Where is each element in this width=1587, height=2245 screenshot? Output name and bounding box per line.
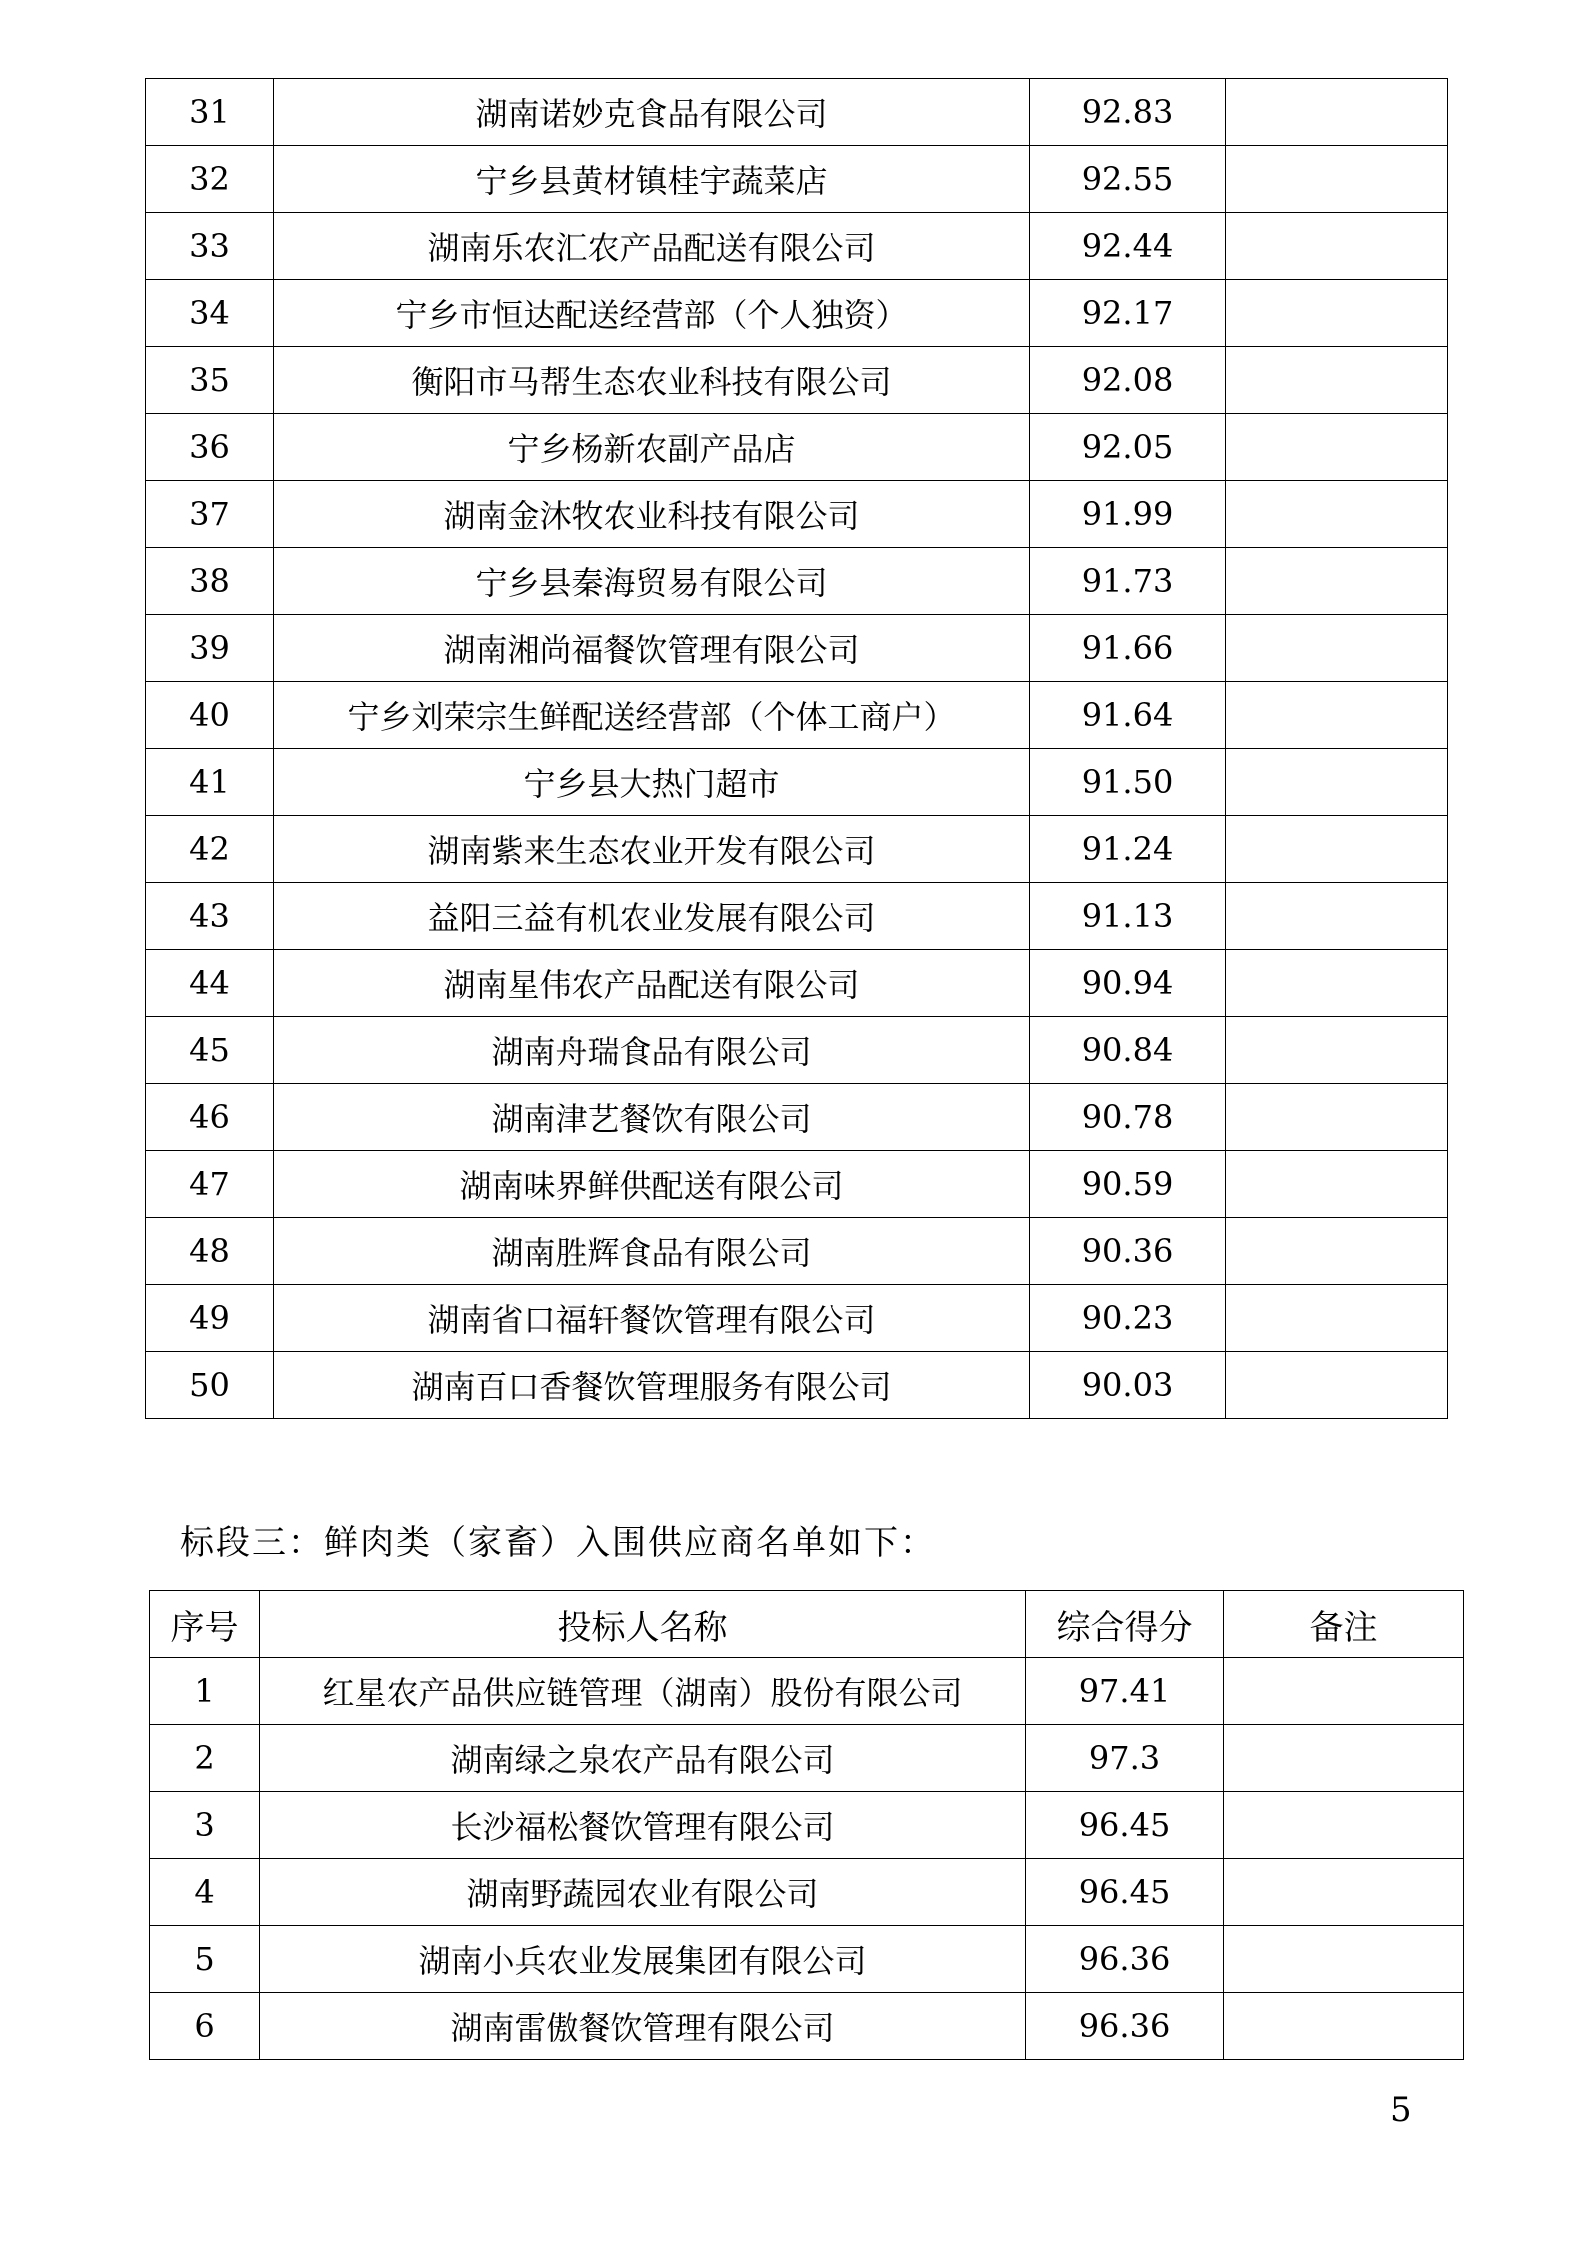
score: 92.44	[1030, 213, 1226, 280]
header-score: 综合得分	[1026, 1591, 1224, 1658]
score: 96.45	[1026, 1859, 1224, 1926]
score: 90.78	[1030, 1084, 1226, 1151]
remarks	[1226, 280, 1448, 347]
row-index: 3	[150, 1792, 260, 1859]
bidder-name: 湖南味界鲜供配送有限公司	[274, 1151, 1030, 1218]
score: 91.73	[1030, 548, 1226, 615]
bidder-name: 湖南小兵农业发展集团有限公司	[260, 1926, 1026, 1993]
row-index: 5	[150, 1926, 260, 1993]
supplier-table-continued	[145, 78, 1448, 1419]
score: 96.36	[1026, 1993, 1224, 2060]
remarks	[1226, 1218, 1448, 1285]
table-row	[146, 481, 1448, 548]
bidder-name: 湖南湘尚福餐饮管理有限公司	[274, 615, 1030, 682]
row-index: 35	[146, 347, 274, 414]
table-row	[150, 1926, 1464, 1993]
row-index: 33	[146, 213, 274, 280]
table-row	[150, 1993, 1464, 2060]
score: 91.24	[1030, 816, 1226, 883]
bidder-name: 湖南诺妙克食品有限公司	[274, 79, 1030, 146]
score: 91.99	[1030, 481, 1226, 548]
row-index: 44	[146, 950, 274, 1017]
table-row	[146, 1218, 1448, 1285]
remarks	[1224, 1926, 1464, 1993]
remarks	[1224, 1792, 1464, 1859]
row-index: 39	[146, 615, 274, 682]
table-row	[146, 548, 1448, 615]
row-index: 41	[146, 749, 274, 816]
fresh-meat-supplier-table-body	[150, 1658, 1464, 2060]
table-row	[150, 1859, 1464, 1926]
remarks	[1226, 1352, 1448, 1419]
table-row	[150, 1725, 1464, 1792]
row-index: 34	[146, 280, 274, 347]
table-row	[146, 79, 1448, 146]
table-row	[146, 950, 1448, 1017]
row-index: 48	[146, 1218, 274, 1285]
supplier-table-continued-body	[146, 79, 1448, 1419]
remarks	[1224, 1859, 1464, 1926]
score: 91.13	[1030, 883, 1226, 950]
remarks	[1226, 213, 1448, 280]
table-row	[150, 1658, 1464, 1725]
row-index: 2	[150, 1725, 260, 1792]
remarks	[1226, 883, 1448, 950]
row-index: 36	[146, 414, 274, 481]
bidder-name: 湖南绿之泉农产品有限公司	[260, 1725, 1026, 1792]
table-row	[146, 816, 1448, 883]
score: 90.84	[1030, 1017, 1226, 1084]
table-row	[146, 213, 1448, 280]
bidder-name: 衡阳市马帮生态农业科技有限公司	[274, 347, 1030, 414]
bidder-name: 湖南雷傲餐饮管理有限公司	[260, 1993, 1026, 2060]
page-number: 5	[1390, 2090, 1412, 2130]
remarks	[1226, 414, 1448, 481]
score: 91.66	[1030, 615, 1226, 682]
row-index: 6	[150, 1993, 260, 2060]
table-row	[146, 1151, 1448, 1218]
row-index: 4	[150, 1859, 260, 1926]
score: 90.36	[1030, 1218, 1226, 1285]
bidder-name: 宁乡市恒达配送经营部（个人独资）	[274, 280, 1030, 347]
bidder-name: 宁乡县黄材镇桂宇蔬菜店	[274, 146, 1030, 213]
remarks	[1226, 1017, 1448, 1084]
score: 90.59	[1030, 1151, 1226, 1218]
score: 96.45	[1026, 1792, 1224, 1859]
row-index: 49	[146, 1285, 274, 1352]
table-row	[146, 682, 1448, 749]
remarks	[1224, 1993, 1464, 2060]
row-index: 40	[146, 682, 274, 749]
header-index: 序号	[150, 1591, 260, 1658]
score: 90.03	[1030, 1352, 1226, 1419]
score: 92.17	[1030, 280, 1226, 347]
row-index: 42	[146, 816, 274, 883]
header-bidder-name: 投标人名称	[260, 1591, 1026, 1658]
remarks	[1226, 615, 1448, 682]
table-row	[146, 280, 1448, 347]
remarks	[1226, 1151, 1448, 1218]
table-header-row	[150, 1591, 1464, 1658]
row-index: 31	[146, 79, 274, 146]
table-row	[146, 883, 1448, 950]
header-remarks: 备注	[1224, 1591, 1464, 1658]
bidder-name: 湖南胜辉食品有限公司	[274, 1218, 1030, 1285]
score: 97.3	[1026, 1725, 1224, 1792]
bidder-name: 湖南乐农汇农产品配送有限公司	[274, 213, 1030, 280]
section-3-title: 标段三：鲜肉类（家畜）入围供应商名单如下：	[180, 1523, 936, 1563]
score: 92.55	[1030, 146, 1226, 213]
table-row	[146, 146, 1448, 213]
bidder-name: 湖南津艺餐饮有限公司	[274, 1084, 1030, 1151]
row-index: 1	[150, 1658, 260, 1725]
table-row	[146, 1017, 1448, 1084]
table-row	[146, 749, 1448, 816]
fresh-meat-supplier-table	[149, 1590, 1464, 2060]
remarks	[1226, 816, 1448, 883]
score: 91.50	[1030, 749, 1226, 816]
bidder-name: 宁乡县秦海贸易有限公司	[274, 548, 1030, 615]
remarks	[1224, 1658, 1464, 1725]
remarks	[1226, 347, 1448, 414]
bidder-name: 湖南紫来生态农业开发有限公司	[274, 816, 1030, 883]
remarks	[1226, 79, 1448, 146]
bidder-name: 湖南金沐牧农业科技有限公司	[274, 481, 1030, 548]
remarks	[1224, 1725, 1464, 1792]
row-index: 46	[146, 1084, 274, 1151]
bidder-name: 湖南舟瑞食品有限公司	[274, 1017, 1030, 1084]
score: 92.83	[1030, 79, 1226, 146]
remarks	[1226, 481, 1448, 548]
score: 97.41	[1026, 1658, 1224, 1725]
remarks	[1226, 749, 1448, 816]
score: 90.23	[1030, 1285, 1226, 1352]
score: 92.08	[1030, 347, 1226, 414]
remarks	[1226, 1285, 1448, 1352]
score: 96.36	[1026, 1926, 1224, 1993]
row-index: 47	[146, 1151, 274, 1218]
score: 92.05	[1030, 414, 1226, 481]
bidder-name: 红星农产品供应链管理（湖南）股份有限公司	[260, 1658, 1026, 1725]
row-index: 37	[146, 481, 274, 548]
table-row	[150, 1792, 1464, 1859]
table-row	[146, 615, 1448, 682]
bidder-name: 湖南野蔬园农业有限公司	[260, 1859, 1026, 1926]
bidder-name: 益阳三益有机农业发展有限公司	[274, 883, 1030, 950]
remarks	[1226, 548, 1448, 615]
bidder-name: 湖南省口福轩餐饮管理有限公司	[274, 1285, 1030, 1352]
remarks	[1226, 682, 1448, 749]
bidder-name: 宁乡杨新农副产品店	[274, 414, 1030, 481]
bidder-name: 湖南星伟农产品配送有限公司	[274, 950, 1030, 1017]
table-row	[146, 1084, 1448, 1151]
table-row	[146, 347, 1448, 414]
row-index: 50	[146, 1352, 274, 1419]
row-index: 32	[146, 146, 274, 213]
remarks	[1226, 950, 1448, 1017]
row-index: 45	[146, 1017, 274, 1084]
bidder-name: 宁乡县大热门超市	[274, 749, 1030, 816]
remarks	[1226, 146, 1448, 213]
row-index: 43	[146, 883, 274, 950]
bidder-name: 长沙福松餐饮管理有限公司	[260, 1792, 1026, 1859]
score: 90.94	[1030, 950, 1226, 1017]
row-index: 38	[146, 548, 274, 615]
table-row	[146, 1352, 1448, 1419]
bidder-name: 湖南百口香餐饮管理服务有限公司	[274, 1352, 1030, 1419]
score: 91.64	[1030, 682, 1226, 749]
table-row	[146, 1285, 1448, 1352]
bidder-name: 宁乡刘荣宗生鲜配送经营部（个体工商户）	[274, 682, 1030, 749]
remarks	[1226, 1084, 1448, 1151]
table-row	[146, 414, 1448, 481]
